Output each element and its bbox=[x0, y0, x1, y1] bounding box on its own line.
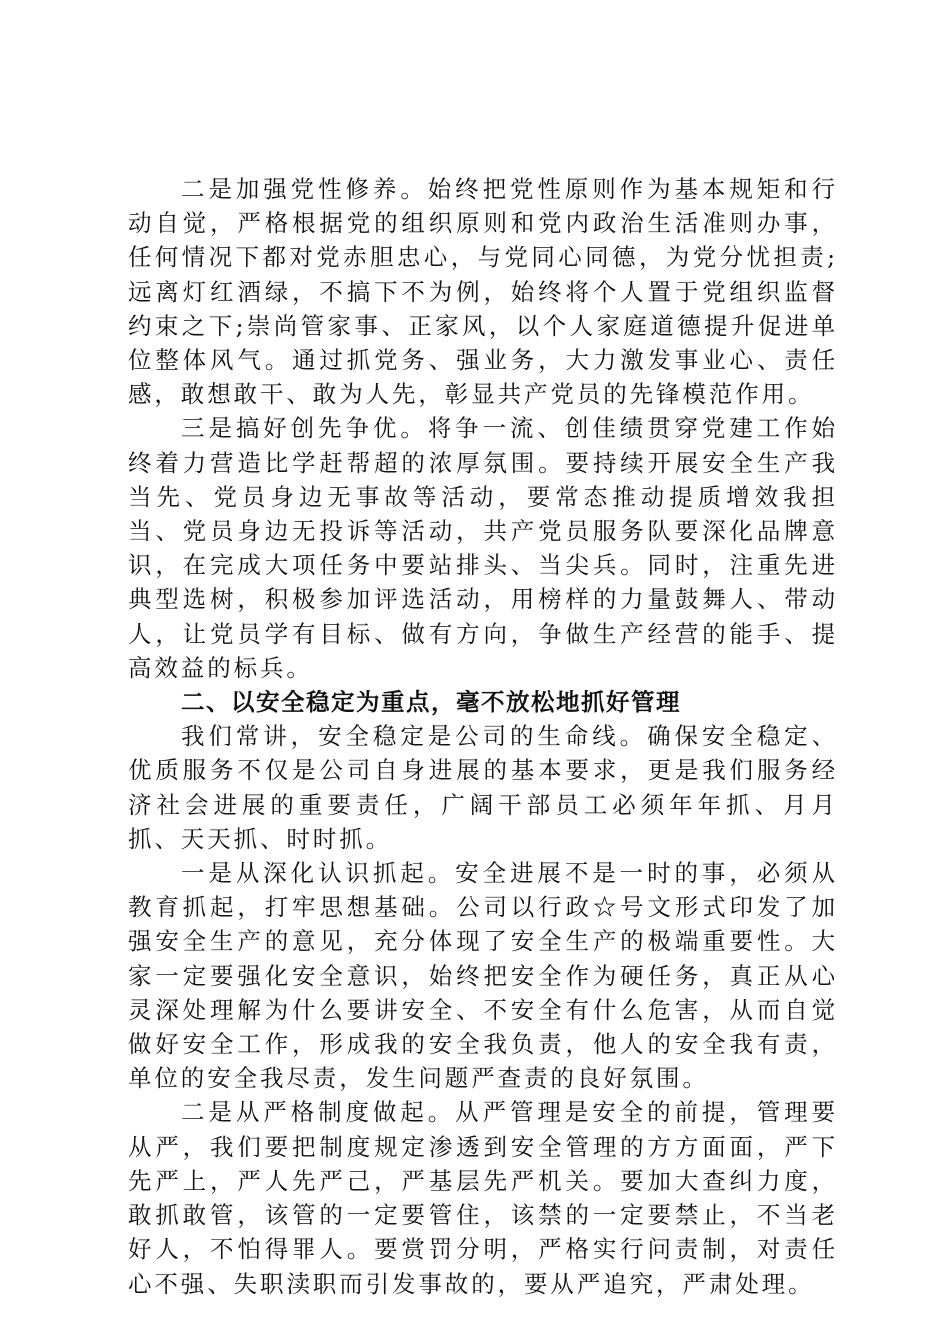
paragraph-excellence: 三是搞好创先争优。将争一流、创佳绩贯穿党建工作始终着力营造比学赶帮超的浓厚氛围。要持续开展安全生产我当先、党员身边无事故等活动，要常态推动提质增效我担当、党员身边无投诉等活动，共产党员服务队要深化品牌意识，在完成大项任务中要站排头、当尖兵。同时，注重先进典型选树，积极参加评选活动，用榜样的力量鼓舞人、带动人，让党员学有目标、做有方向，争做生产经营的能手、提高效益的标兵。 bbox=[128, 414, 838, 682]
paragraph-awareness: 一是从深化认识抓起。安全进展不是一时的事，必须从教育抓起，打牢思想基础。公司以行政☆号文形式印发了加强安全生产的意见，充分体现了安全生产的极端重要性。大家一定要强化安全意识，始终把安全作为硬任务，真正从心灵深处理解为什么要讲安全、不安全有什么危害，从而自觉做好安全工作，形成我的安全我负责，他人的安全我有责，单位的安全我尽责，发生问题严查责的良好氛围。 bbox=[128, 859, 838, 1093]
section-heading-safety: 二、以安全稳定为重点，毫不放松地抓好管理 bbox=[181, 688, 681, 717]
document-page bbox=[128, 172, 838, 1301]
paragraph-strict-system: 二是从严格制度做起。从严管理是安全的前提，管理要从严，我们要把制度规定渗透到安全管理的方方面面，严下先严上，严人先严己，严基层先严机关。要加大查纠力度，敢抓敢管，该管的一定要管住，该禁的一定要禁止，不当老好人，不怕得罪人。要赏罚分明，严格实行问责制，对责任心不强、失职渎职而引发事故的，要从严追究，严肃处理。 bbox=[128, 1098, 838, 1298]
paragraph-party-spirit: 二是加强党性修养。始终把党性原则作为基本规矩和行动自觉，严格根据党的组织原则和党内政治生活准则办事，任何情况下都对党赤胆忠心，与党同心同德，为党分忧担责;远离灯红酒绿，不搞下不为例，始终将个人置于党组织监督约束之下;崇尚管家事、正家风，以个人家庭道德提升促进单位整体风气。通过抓党务、强业务，大力激发事业心、责任感，敢想敢干、敢为人先，彰显共产党员的先锋模范作用。 bbox=[128, 175, 838, 409]
paragraph-safety-intro: 我们常讲，安全稳定是公司的生命线。确保安全稳定、优质服务不仅是公司自身进展的基本要求，更是我们服务经济社会进展的重要责任，广阔干部员工必须年年抓、月月抓、天天抓、时时抓。 bbox=[128, 722, 838, 853]
